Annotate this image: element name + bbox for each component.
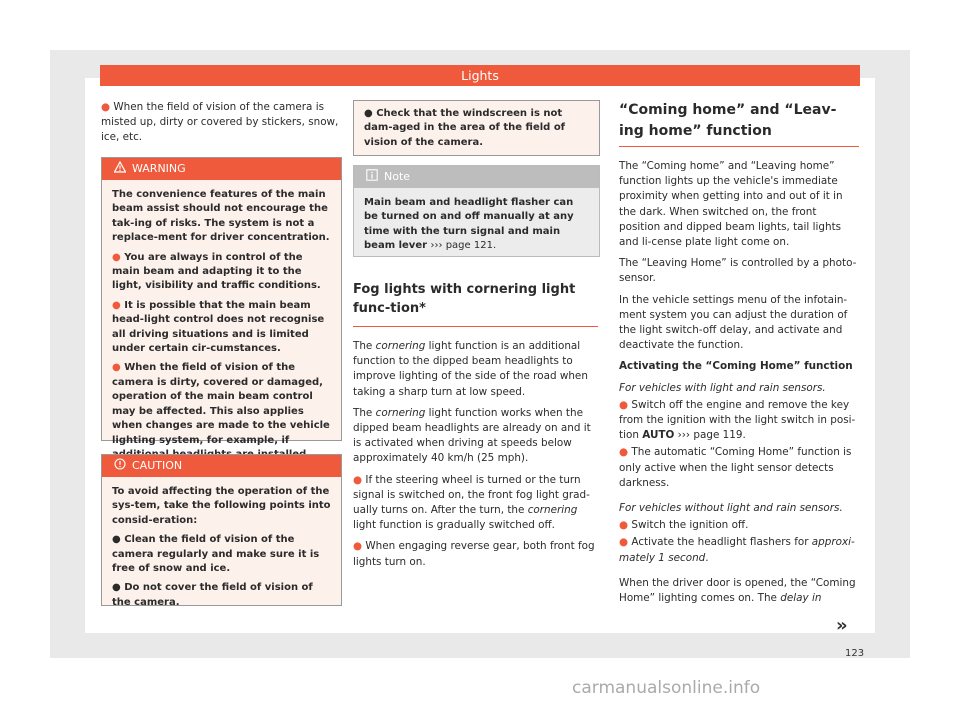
warning-box <box>101 157 342 446</box>
watermark: carmanualsonline.info <box>572 678 761 698</box>
note-body: Main beam and headlight flasher can be turned on and off manually at any time with the turn signal and main beam lever ››› page 121. <box>364 197 574 252</box>
with-sensors-label: For vehicles with light and rain sensors. <box>619 381 826 394</box>
warning-header: WARNING <box>102 158 341 180</box>
coming-home-heading-wrap <box>619 100 859 147</box>
coming-home-bullet-3: ● Switch the ignition off. <box>619 519 749 532</box>
caution-lead: To avoid affecting the operation of the sys-tem, take the following points into consid-eration: <box>112 486 331 526</box>
caution-box <box>101 454 342 606</box>
note-page-link[interactable]: ››› page 121. <box>430 240 497 252</box>
warning-continued-box <box>353 100 600 156</box>
coming-home-paragraph-2: The “Leaving Home” is controlled by a photo-sensor. <box>619 257 857 285</box>
caution-header: CAUTION <box>102 455 341 477</box>
coming-home-last-paragraph: When the driver door is opened, the “Coming Home” lighting comes on. The delay in <box>619 576 856 605</box>
coming-home-bullet-4: ● Activate the headlight flashers for approxi-mately 1 second. <box>619 536 855 564</box>
caution-body <box>102 477 341 619</box>
fog-heading: Fog lights with cornering light func-tion* <box>353 282 576 316</box>
fog-heading-wrap <box>353 280 598 327</box>
page-link[interactable]: ››› page 119 <box>677 429 743 442</box>
fog-paragraph-2: The cornering light function works when the dipped beam headlights are already on and it is activated when driving at speeds below approximately 40 km/h (25 mph). <box>353 406 591 465</box>
continue-mark: » <box>836 615 848 636</box>
warning-triangle-icon <box>114 161 126 173</box>
column-3 <box>619 100 859 612</box>
without-sensors-label: For vehicles without light and rain sensors. <box>619 502 843 515</box>
section-header: Lights <box>100 65 860 86</box>
note-box <box>353 165 600 257</box>
coming-home-paragraph-1: The “Coming home” and “Leaving home” function lights up the vehicle's immediate proximity when getting into and out of it in the dark. When switched on, the front position and dipped beam lights, tail lights and li-cense plate light come on. <box>619 160 843 249</box>
coming-home-paragraph-3: In the vehicle settings menu of the infotain-ment system you can adjust the duration of the light switch-off delay, and activate and deactivate the function. <box>619 293 848 352</box>
caution-circle-icon <box>114 458 126 470</box>
intro-bullet: ● When the field of vision of the camera is misted up, dirty or covered by stickers, snow, ice, etc. <box>101 101 339 144</box>
warning-body <box>102 180 341 471</box>
activating-subheading: Activating the “Coming Home” function <box>619 360 853 373</box>
warning-item: ● You are always in control of the main beam and adapting it to the light, visibility and traffic conditions. <box>112 251 321 292</box>
coming-home-bullet-1: ● Switch off the engine and remove the key from the ignition with the light switch in posi-tion AUTO ››› page 119. <box>619 398 856 442</box>
column-1 <box>101 100 346 152</box>
note-header: Note <box>354 166 599 188</box>
column-2 <box>353 280 598 576</box>
fog-paragraph-1: The cornering light function is an additional function to the dipped beam headlights to improve lighting of the side of the road when taking a sharp turn at low speed. <box>353 340 588 398</box>
coming-home-bullet-2: ● The automatic “Coming Home” function is only active when the light sensor detects darkness. <box>619 446 852 489</box>
auto-symbol: AUTO <box>642 429 675 442</box>
warning-continued-item: ● Check that the windscreen is not dam-aged in the area of the field of vision of the camera. <box>364 108 566 148</box>
warning-item: ● It is possible that the main beam head-light control does not recognise all driving situations and is limited under certain cir-cumstances. <box>112 299 325 355</box>
caution-item: ● Do not cover the field of vision of the camera. <box>112 582 313 608</box>
bullet-dot: ● <box>101 101 111 113</box>
fog-bullet-2: ● When engaging reverse gear, both front fog lights turn on. <box>353 540 595 568</box>
caution-item: ● Clean the field of vision of the camera regularly and make sure it is free of snow and ice. <box>112 534 320 575</box>
fog-bullet-1: ● If the steering wheel is turned or the turn signal is switched on, the front fog light grad-ually turns on. After the turn, the cornering light function is gradually switched off. <box>353 473 590 532</box>
info-icon <box>366 169 378 181</box>
warning-lead: The convenience features of the main beam assist should not encourage the tak-ing of risks. The system is not a replace-ment for driver concentration. <box>112 189 330 244</box>
warning-item: ● When the field of vision of the camera is dirty, covered or damaged, operation of the main beam control may be affected. This also applies when changes are made to the vehicle lighting system, for example, if <box>112 362 330 446</box>
coming-home-heading: “Coming home” and “Leav-ing home” function <box>619 102 837 139</box>
page-number: 123 <box>845 648 865 659</box>
